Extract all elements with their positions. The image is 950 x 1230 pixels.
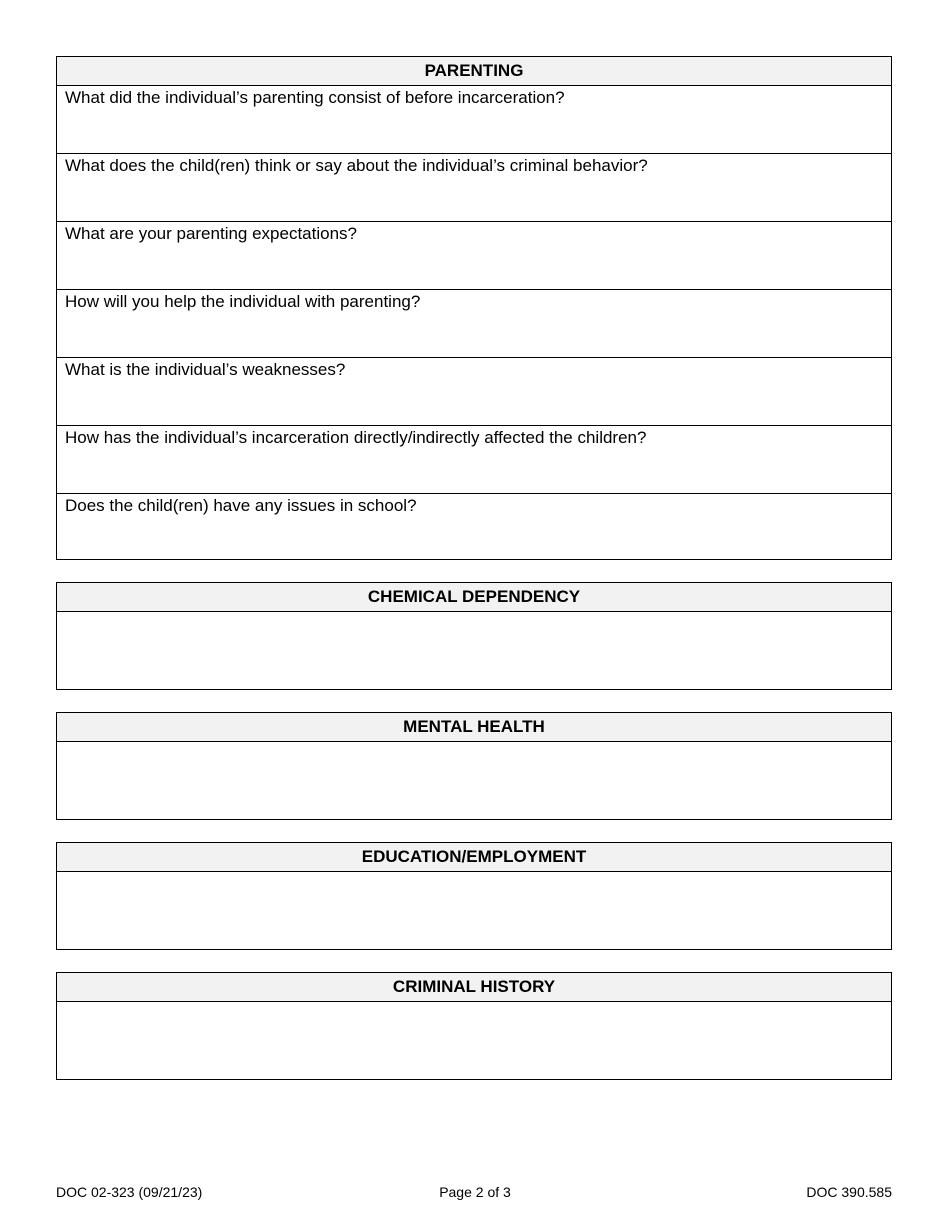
criminal-history-section [56,972,892,1080]
parenting-question-label: Does the child(ren) have any issues in school? [65,496,417,515]
chemical-dependency-answer-field[interactable] [57,612,891,690]
parenting-question-label: How will you help the individual with parenting? [65,292,421,311]
parenting-question-label: What did the individual’s parenting consist of before incarceration? [65,88,565,107]
parenting-question-row[interactable] [57,426,891,494]
footer-page-number: Page 2 of 3 [439,1184,511,1200]
parenting-question-label: What does the child(ren) think or say about the individual’s criminal behavior? [65,156,648,175]
parenting-question-label: What are your parenting expectations? [65,224,358,243]
mental-health-answer-field[interactable] [57,742,891,820]
criminal-history-title: CRIMINAL HISTORY [57,973,891,1002]
education-employment-title: EDUCATION/EMPLOYMENT [57,843,891,872]
parenting-question-row[interactable] [57,222,891,290]
education-employment-answer-field[interactable] [57,872,891,950]
parenting-question-row[interactable] [57,154,891,222]
mental-health-title: MENTAL HEALTH [57,713,891,742]
footer-form-number: DOC 02-323 (09/21/23) [56,1184,203,1200]
parenting-question-row[interactable] [57,290,891,358]
parenting-question-label: How has the individual’s incarceration directly/indirectly affected the children? [65,428,647,447]
parenting-title: PARENTING [57,57,891,86]
footer-statute: DOC 390.585 [806,1184,892,1200]
criminal-history-answer-field[interactable] [57,1002,891,1080]
parenting-question-row[interactable] [57,494,891,562]
parenting-question-row[interactable] [57,358,891,426]
chemical-dependency-section [56,582,892,690]
parenting-question-row[interactable] [57,86,891,154]
parenting-question-label: What is the individual’s weaknesses? [65,360,346,379]
parenting-section [56,56,892,560]
chemical-dependency-title: CHEMICAL DEPENDENCY [57,583,891,612]
education-employment-section [56,842,892,950]
mental-health-section [56,712,892,820]
